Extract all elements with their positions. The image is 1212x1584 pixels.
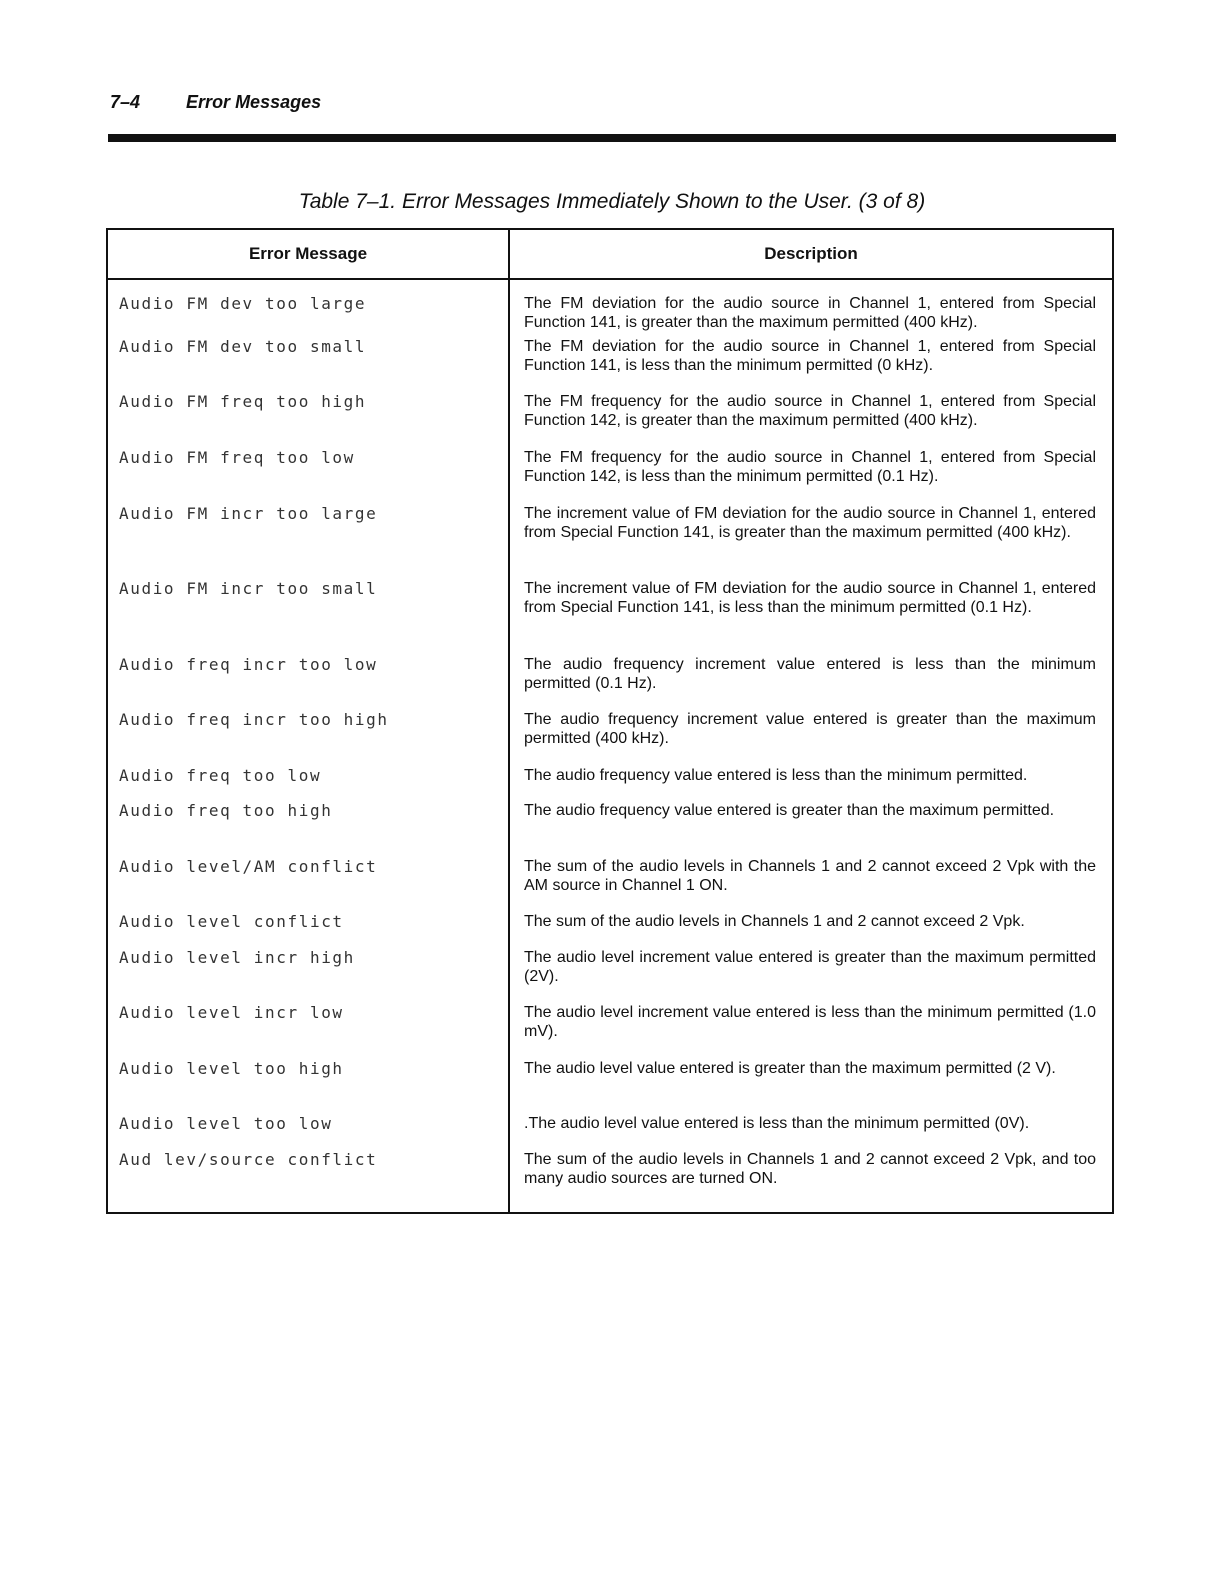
error-message: Audio freq incr too low — [107, 652, 509, 707]
error-message: Audio FM incr too large — [107, 501, 509, 576]
error-description: The FM frequency for the audio source in Channel 1, entered from Special Function 142, is greater than the maximum permitted (400 kHz). — [524, 393, 1096, 429]
error-description: The sum of the audio levels in Channels 1 and 2 cannot exceed 2 Vpk with the AM source in Channel 1 ON. — [524, 858, 1096, 894]
section-title: Error Messages — [186, 92, 322, 112]
table-caption: Table 7–1. Error Messages Immediately Shown to the User. (3 of 8) — [298, 190, 926, 213]
error-description: The FM deviation for the audio source in Channel 1, entered from Special Function 141, is greater than the maximum permitted (400 kHz). — [524, 295, 1096, 331]
error-message: Audio FM incr too small — [107, 576, 509, 652]
column-header-error-message: Error Message — [107, 229, 509, 279]
table-row — [107, 576, 1113, 652]
table-header-row — [107, 229, 1113, 279]
table-row — [107, 1056, 1113, 1111]
table-row — [107, 445, 1113, 501]
table-row — [107, 707, 1113, 763]
error-message: Audio FM freq too low — [107, 445, 509, 501]
error-message: Audio FM dev too large — [107, 279, 509, 334]
error-message: Audio level too high — [107, 1056, 509, 1111]
error-description: The FM deviation for the audio source in Channel 1, entered from Special Function 141, is less than the minimum permitted (0 kHz). — [524, 338, 1096, 374]
table-row — [107, 279, 1113, 334]
table-row — [107, 945, 1113, 1000]
table-row — [107, 1147, 1113, 1213]
table-row — [107, 763, 1113, 798]
error-description: .The audio level value entered is less than the minimum permitted (0V). — [524, 1115, 1030, 1132]
error-message: Audio level incr high — [107, 945, 509, 1000]
error-message: Audio FM dev too small — [107, 334, 509, 389]
error-description: The audio level value entered is greater than the maximum permitted (2 V). — [524, 1060, 1056, 1077]
column-header-description: Description — [509, 229, 1113, 279]
error-message: Aud lev/source conflict — [107, 1147, 509, 1213]
error-description: The audio level increment value entered is less than the minimum permitted (1.0 mV). — [524, 1004, 1096, 1040]
error-message: Audio level/AM conflict — [107, 854, 509, 909]
header-rule — [108, 134, 1116, 142]
error-description: The audio level increment value entered is greater than the maximum permitted (2V). — [524, 949, 1096, 985]
table-row — [107, 334, 1113, 389]
error-message: Audio freq too low — [107, 763, 509, 798]
table-row — [107, 1111, 1113, 1147]
error-description: The FM frequency for the audio source in Channel 1, entered from Special Function 142, is less than the minimum permitted (0.1 Hz). — [524, 449, 1096, 485]
table-row — [107, 798, 1113, 854]
error-description: The audio frequency increment value entered is greater than the maximum permitted (400 kHz). — [524, 711, 1096, 747]
error-description: The increment value of FM deviation for the audio source in Channel 1, entered from Special Function 141, is greater than the maximum permitted (400 kHz). — [524, 505, 1096, 541]
error-message: Audio level too low — [107, 1111, 509, 1147]
error-message: Audio level incr low — [107, 1000, 509, 1056]
error-message: Audio level conflict — [107, 909, 509, 945]
error-message: Audio FM freq too high — [107, 389, 509, 445]
error-description: The sum of the audio levels in Channels 1 and 2 cannot exceed 2 Vpk. — [524, 913, 1025, 930]
error-message: Audio freq too high — [107, 798, 509, 854]
table-row — [107, 909, 1113, 945]
error-messages-table — [106, 228, 1114, 1214]
page-number: 7–4 — [110, 92, 141, 112]
error-description: The audio frequency value entered is less than the minimum permitted. — [524, 767, 1028, 784]
page-header — [110, 92, 321, 113]
error-description: The audio frequency increment value entered is less than the minimum permitted (0.1 Hz). — [524, 656, 1096, 692]
table-row — [107, 501, 1113, 576]
table-row — [107, 652, 1113, 707]
table-row — [107, 1000, 1113, 1056]
error-description: The increment value of FM deviation for the audio source in Channel 1, entered from Special Function 141, is less than the minimum permitted (0.1 Hz). — [524, 580, 1096, 616]
table-row — [107, 854, 1113, 909]
error-description: The sum of the audio levels in Channels 1 and 2 cannot exceed 2 Vpk, and too many audio sources are turned ON. — [524, 1151, 1096, 1187]
error-description: The audio frequency value entered is greater than the maximum permitted. — [524, 802, 1055, 819]
table-row — [107, 389, 1113, 445]
error-message: Audio freq incr too high — [107, 707, 509, 763]
